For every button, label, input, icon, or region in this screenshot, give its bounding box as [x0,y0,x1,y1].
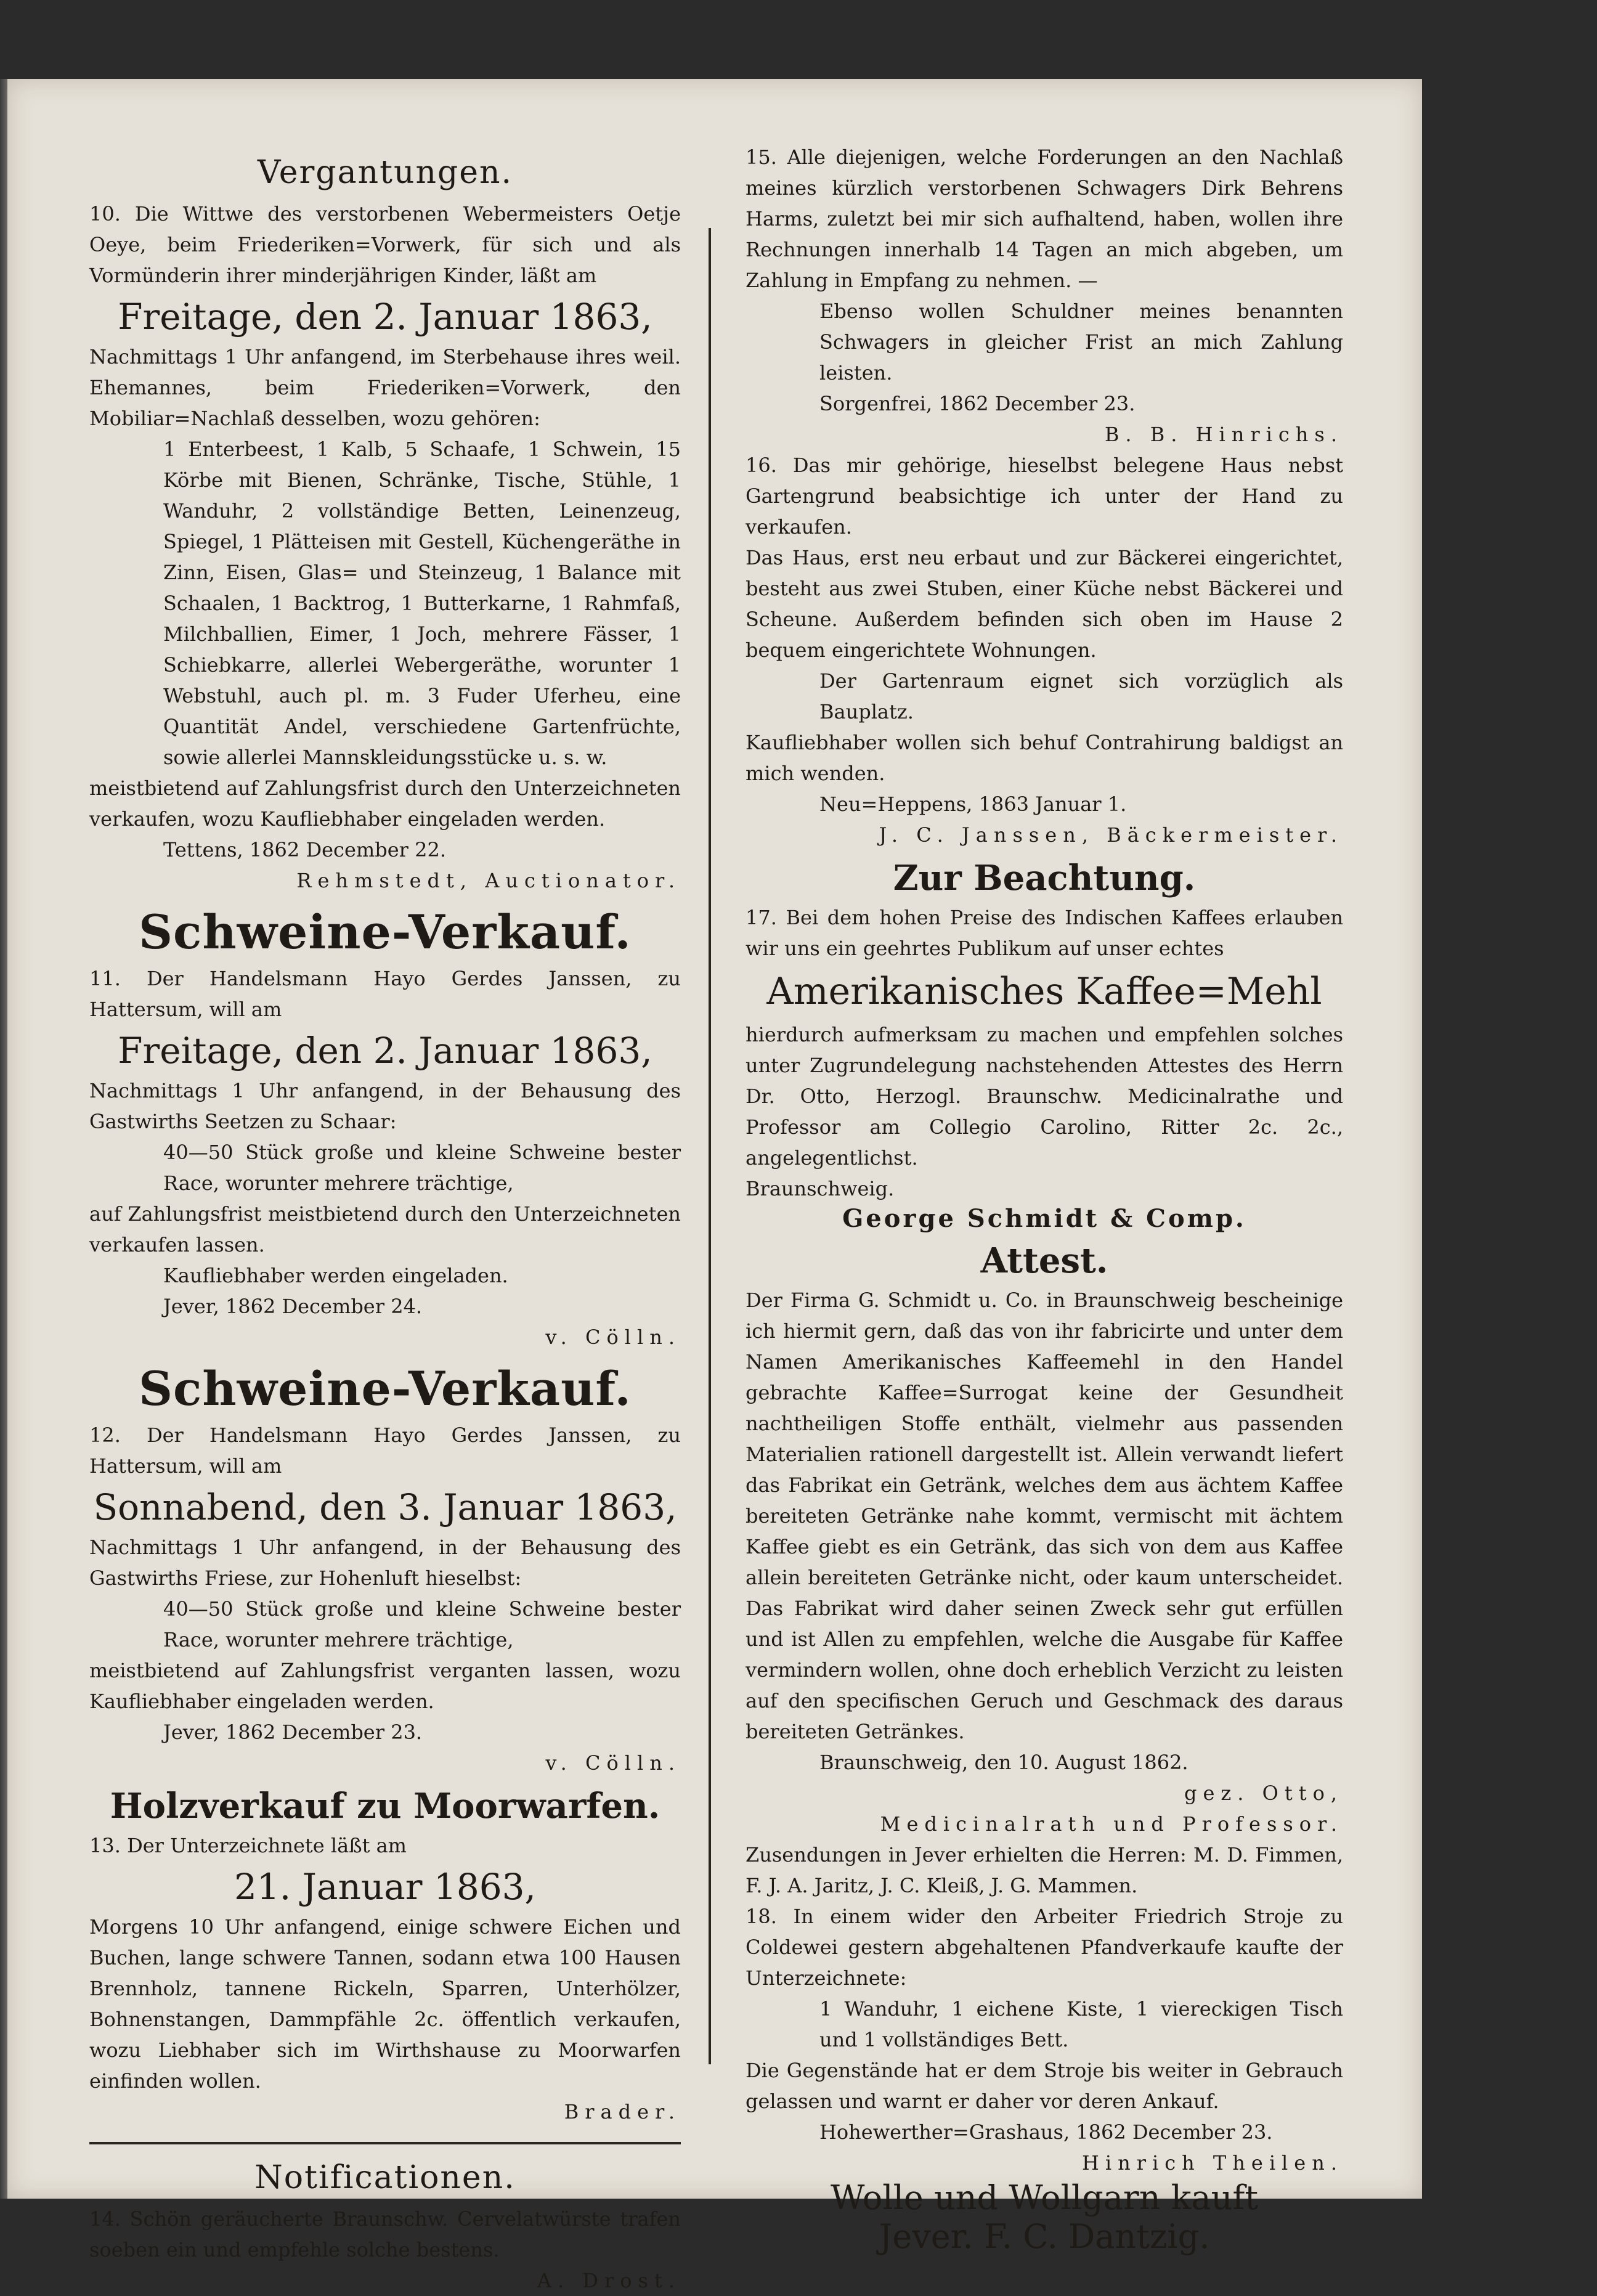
ad-12-place: Jever, 1862 December 23. [163,1720,423,1744]
ad-17-place: Braunschweig, den 10. August 1862. [819,1751,1189,1774]
right-column [746,142,1343,2256]
ad-11-heading: Schweine-Verkauf. [139,905,632,959]
ad-12-signature: v. Cölln. [545,1751,681,1775]
ad-11-items: 40—50 Stück große und kleine Schweine bester Race, worunter mehrere trächtige, [163,1141,681,1195]
ad-18-place: Hohewerther=Grashaus, 1862 December 23. [819,2120,1273,2144]
ad-16-contact: Kaufliebhaber wollen sich behuf Contrahirung baldigst an mich wenden. [746,731,1343,785]
ad-10-place: Tettens, 1862 December 22. [163,838,447,861]
ad-10-body: Nachmittags 1 Uhr anfangend, im Sterbehause ihres weil. Ehemannes, beim Friederiken=Vorwerk, den Mobiliar=Nachlaß desselben, wozu gehören: [89,345,681,430]
ad-11-terms: auf Zahlungsfrist meistbietend durch den Unterzeichneten verkaufen lassen. [89,1202,681,1256]
column-divider [709,228,711,2064]
ad-14-signature: A. Drost. [537,2269,681,2292]
ad-17-product: Amerikanisches Kaffee=Mehl [766,970,1322,1013]
ad-11-invite: Kaufliebhaber werden eingeladen. [163,1264,508,1287]
ad-17-attest-heading: Attest. [980,1240,1108,1281]
ad-12-heading: Schweine-Verkauf. [139,1361,632,1416]
ad-12-terms: meistbietend auf Zahlungsfrist verganten lassen, wozu Kaufliebhaber eingeladen werden. [89,1659,681,1713]
ad-12-body: Nachmittags 1 Uhr anfangend, in der Behausung des Gastwirths Friese, zur Hohenluft hieselbst: [89,1536,681,1590]
ad-17-intro: 17. Bei dem hohen Preise des Indischen Kaffees erlauben wir uns ein geehrtes Publikum auf unser echtes [746,906,1343,960]
ad-11-body: Nachmittags 1 Uhr anfangend, in der Behausung des Gastwirths Seetzen zu Schaar: [89,1079,681,1133]
ad-17-heading: Zur Beachtung. [893,858,1196,898]
ad-17-agents: Zusendungen in Jever erhielten die Herren: M. D. Fimmen, F. J. A. Jaritz, J. C. Kleiß, J. G. Mammen. [746,1843,1343,1897]
wolle-ad-footer [746,2217,1343,2256]
ad-16-intro: 16. Das mir gehörige, hieselbst belegene Haus nebst Gartengrund beabsichtige ich unter der Hand zu verkaufen. [746,454,1343,539]
section-heading-notificationen: Notificationen. [254,2159,516,2196]
ad-11-date: Freitage, den 2. Januar 1863, [118,1030,652,1072]
ad-13-heading: Holzverkauf zu Moorwarfen. [110,1786,660,1826]
ad-11-signature: v. Cölln. [545,1325,681,1349]
wolle-ad-line: Wolle und Wollgarn kauft [830,2178,1259,2217]
ad-16-house: Das Haus, erst neu erbaut und zur Bäckerei eingerichtet, besteht aus zwei Stuben, einer Küche nebst Bäckerei und Scheune. Außerdem befinden sich oben im Hause 2 bequem eingerichtete Wohnungen. [746,546,1343,662]
ad-15-debtors: Ebenso wollen Schuldner meines benannten Schwagers in gleicher Frist an mich Zahlung leisten. [819,299,1343,385]
ad-11-intro: 11. Der Handelsmann Hayo Gerdes Janssen, zu Hattersum, will am [89,967,681,1021]
wolle-ad-firm: F. C. Dantzig. [983,2217,1210,2256]
ad-13-date: 21. Januar 1863, [234,1866,536,1908]
ad-16-garden: Der Gartenraum eignet sich vorzüglich als Bauplatz. [819,669,1343,723]
ad-15-body: 15. Alle diejenigen, welche Forderungen an den Nachlaß meines kürzlich verstorbenen Schwagers Dirk Behrens Harms, zuletzt bei mir sich aufhaltend, haben, wollen ihre Rechnungen innerhalb 14 Tagen an mich abgeben, um Zahlung in Empfang zu nehmen. — [746,145,1343,292]
ad-14-body: 14. Schön geräucherte Braunschw. Cervelatwürste trafen soeben ein und empfehle solche bestens. [89,2207,681,2261]
ad-11-place: Jever, 1862 December 24. [163,1295,423,1318]
ad-10-intro: 10. Die Wittwe des verstorbenen Webermeisters Oetje Oeye, beim Friederiken=Vorwerk, für sich und als Vormünderin ihrer minderjährigen Kinder, läßt am [89,202,681,287]
ad-13-signature: Brader. [564,2100,681,2123]
ad-18-signature: Hinrich Theilen. [1081,2151,1343,2175]
section-rule [89,2142,681,2144]
ad-10-items: 1 Enterbeest, 1 Kalb, 5 Schaafe, 1 Schwein, 15 Körbe mit Bienen, Schränke, Tische, Stühle, 1 Wanduhr, 2 vollständige Betten, Leinenzeug, Spiegel, 1 Plätteisen mit Gestell, Küchengeräthe in Zinn, Eisen, Glas= und Steinzeug, 1 Balance mit Schaalen, 1 Backtrog, 1 Butterkarne, 1 Rahmfaß, Milchballien, Eimer, 1 Joch, mehrere Fässer, 1 Schiebkarre, allerlei Webergeräthe, worunter 1 Webstuhl, auch pl. m. 3 Fuder Uferheu, eine Quantität Andel, verschiedene Gartenfrüchte, sowie allerlei Mannskleidungsstücke u. s. w. [163,438,681,769]
ad-17-signer-title: Medicinalrath und Professor. [880,1812,1343,1836]
ad-17-signer: gez. Otto, [1184,1781,1343,1805]
ad-17-city: Braunschweig. [746,1177,895,1200]
ad-18-items: 1 Wanduhr, 1 eichene Kiste, 1 viereckigen Tisch und 1 vollständiges Bett. [819,1997,1343,2051]
ad-15-place: Sorgenfrei, 1862 December 23. [819,392,1136,415]
ad-17-body: hierdurch aufmerksam zu machen und empfehlen solches unter Zugrundelegung nachstehenden Attestes des Herrn Dr. Otto, Herzogl. Braunschw. Medicinalrathe und Professor am Collegio Carolino, Ritter 2c. 2c., angelegentlichst. [746,1023,1343,1170]
ad-13-body: Morgens 10 Uhr anfangend, einige schwere Eichen und Buchen, lange schwere Tannen, sodann etwa 100 Hausen Brennholz, tannene Rickeln, Sparren, Unterhölzer, Bohnenstangen, Dammpfähle 2c. öffentlich verkaufen, wozu Liebhaber sich im Wirthshause zu Moorwarfen einfinden wollen. [89,1915,681,2093]
ad-16-signature: J. C. Janssen, Bäckermeister. [879,823,1343,847]
ad-10-date: Freitage, den 2. Januar 1863, [118,296,652,338]
ad-12-date: Sonnabend, den 3. Januar 1863, [93,1486,677,1528]
left-column [89,142,681,2296]
ad-17-firm: George Schmidt & Comp. [842,1204,1246,1233]
ad-16-place: Neu=Heppens, 1863 Januar 1. [819,792,1127,816]
wolle-ad-city: Jever. [879,2217,973,2256]
ad-18-warning: Die Gegenstände hat er dem Stroje bis weiter in Gebrauch gelassen und warnt er daher vor deren Ankauf. [746,2059,1343,2113]
ad-10-signature: Rehmstedt, Auctionator. [296,869,681,892]
ad-13-intro: 13. Der Unterzeichnete läßt am [89,1834,407,1857]
ad-18-intro: 18. In einem wider den Arbeiter Friedrich Stroje zu Coldewei gestern abgehaltenen Pfandverkaufe kaufte der Unterzeichnete: [746,1905,1343,1990]
ad-10-terms: meistbietend auf Zahlungsfrist durch den Unterzeichneten verkaufen, wozu Kaufliebhaber eingeladen werden. [89,776,681,831]
ad-15-signature: B. B. Hinrichs. [1104,423,1343,446]
ad-17-attest-text: Der Firma G. Schmidt u. Co. in Braunschweig bescheinige ich hiermit gern, daß das von ihr fabricirte und unter dem Namen Amerikanisches Kaffeemehl in den Handel gebrachte Kaffee=Surrogat keine der Gesundheit nachtheiligen Stoffe enthält, vielmehr aus passenden Materialien rationell dargestellt ist. Allein verwandt liefert das Fabrikat ein Getränk, welches dem aus ächtem Kaffee bereiteten Getränke nahe kommt, vermischt mit ächtem Kaffee giebt es ein Getränk, das sich von dem aus Kaffee allein bereiteten Getränke nicht, oder kaum unterscheidet. Das Fabrikat wird daher seinen Zweck sehr gut erfüllen und ist Allen zu empfehlen, welche die Ausgabe für Kaffee vermindern wollen, ohne doch erheblich Verzicht zu leisten auf den specifischen Geruch und Geschmack des daraus bereiteten Getränkes. [746,1288,1343,1743]
ad-12-items: 40—50 Stück große und kleine Schweine bester Race, worunter mehrere trächtige, [163,1597,681,1651]
ad-12-intro: 12. Der Handelsmann Hayo Gerdes Janssen, zu Hattersum, will am [89,1423,681,1478]
section-heading-vergantungen: Vergantungen. [257,154,513,191]
